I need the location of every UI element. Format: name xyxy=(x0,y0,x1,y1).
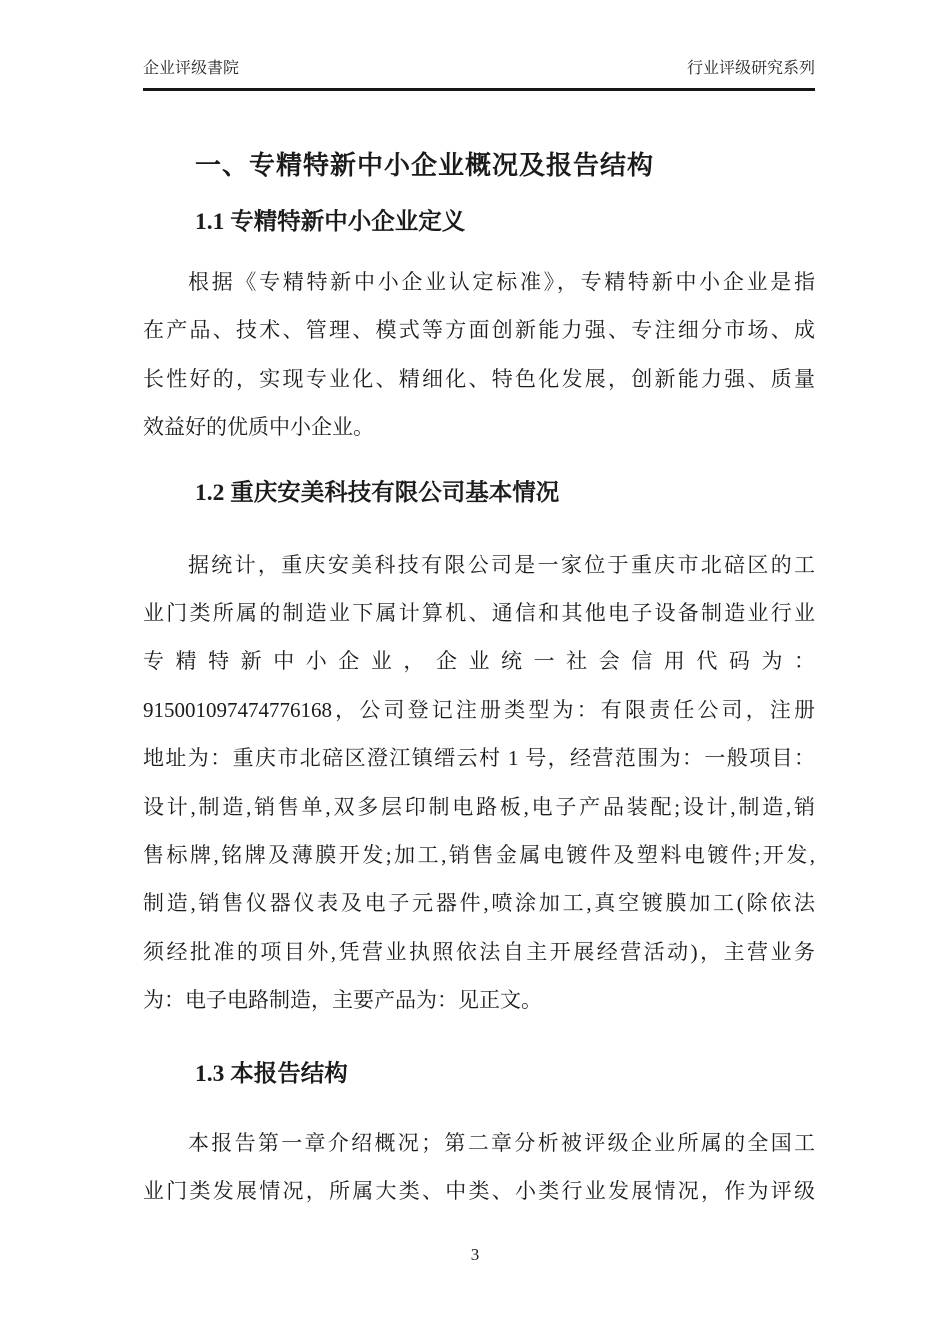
text-line: 专精特新中小企业，企业统一社会信用代码为： xyxy=(143,649,815,674)
text-line: 在产品、技术、管理、模式等方面创新能力强、专注细分市场、成 xyxy=(143,318,815,343)
text-line: 售标牌,铭牌及薄膜开发;加工,销售金属电镀件及塑料电镀件;开发, xyxy=(143,843,815,868)
text-line: 本报告第一章介绍概况；第二章分析被评级企业所属的全国工 xyxy=(188,1130,815,1155)
paragraph xyxy=(143,1119,815,1216)
section-heading: 1.2 重庆安美科技有限公司基本情况 xyxy=(195,479,560,506)
header-left-text: 企业评级書院 xyxy=(143,60,240,77)
section xyxy=(143,207,815,452)
text-line: 根据《专精特新中小企业认定标准》，专精特新中小企业是指 xyxy=(188,270,815,294)
text-line: 据统计，重庆安美科技有限公司是一家位于重庆市北碚区的工 xyxy=(188,552,815,577)
text-line: 须经批准的项目外,凭营业执照依法自主开展经营活动)，主营业务 xyxy=(143,939,815,964)
paragraph xyxy=(143,258,815,452)
paragraph xyxy=(143,541,815,1025)
header-right-text: 行业评级研究系列 xyxy=(686,60,815,77)
text-line: 为：电子电路制造，主要产品为：见正文。 xyxy=(143,988,542,1013)
text-line: 长性好的，实现专业化、精细化、特色化发展，创新能力强、质量 xyxy=(143,366,815,391)
text-line: 设计,制造,销售单,双多层印制电路板,电子产品装配;设计,制造,销 xyxy=(143,794,815,819)
text-line: 地址为：重庆市北碚区澄江镇缙云村 1 号，经营范围为：一般项目： xyxy=(143,746,815,771)
section-heading: 1.1 专精特新中小企业定义 xyxy=(195,209,466,235)
text-line: 业门类所属的制造业下属计算机、通信和其他电子设备制造业行业 xyxy=(143,601,815,626)
page-header xyxy=(143,0,815,91)
section xyxy=(143,1059,815,1216)
text-line: 效益好的优质中小企业。 xyxy=(143,415,374,440)
document-body xyxy=(143,207,815,1216)
section-heading: 1.3 本报告结构 xyxy=(195,1060,348,1087)
section xyxy=(143,478,815,1025)
chapter-heading: 一、专精特新中小企业概况及报告结构 xyxy=(195,151,655,180)
page-footer xyxy=(0,1243,950,1267)
text-line: 制造,销售仪器仪表及电子元器件,喷涂加工,真空镀膜加工(除依法 xyxy=(143,891,815,916)
text-line: 业门类发展情况，所属大类、中类、小类行业发展情况，作为评级 xyxy=(143,1179,815,1204)
page-number: 3 xyxy=(470,1245,480,1264)
text-line: 915001097474776168，公司登记注册类型为：有限责任公司，注册 xyxy=(143,697,815,722)
